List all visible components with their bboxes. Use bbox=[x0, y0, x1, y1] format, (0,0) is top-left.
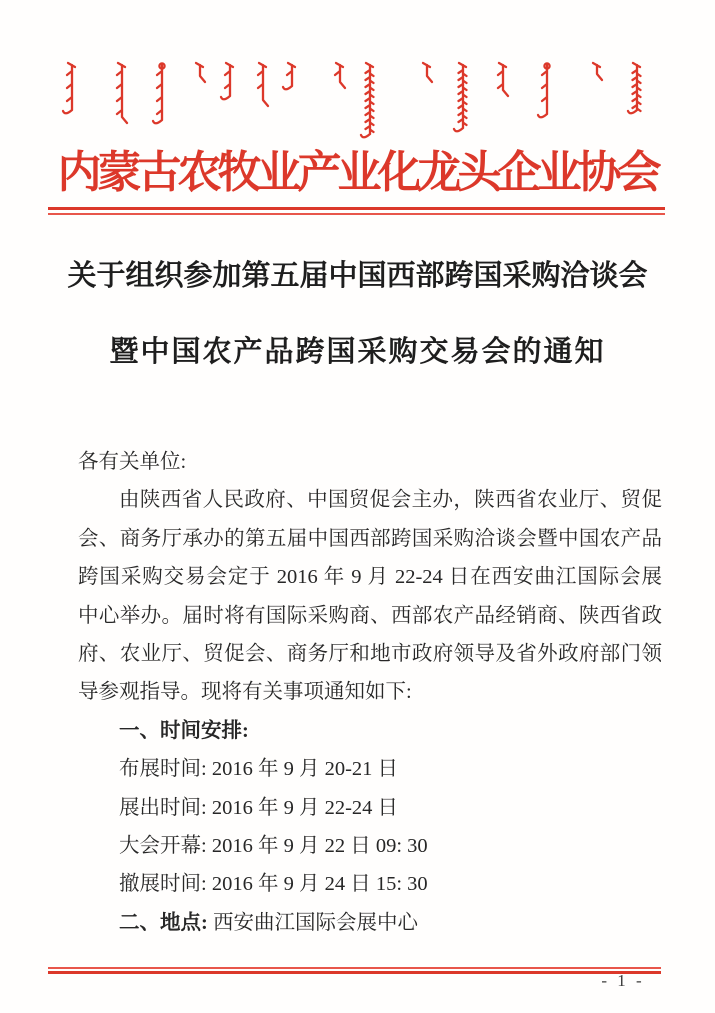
paragraph-line: 府、农业厅、贸促会、商务厅和地市政府领导及省外政府部门领 bbox=[78, 643, 662, 666]
section-2-heading: 二、地点: bbox=[119, 911, 208, 934]
schedule-line: 布展时间: 2016 年 9 月 20-21 日 bbox=[119, 758, 399, 781]
section-1-heading: 一、时间安排: bbox=[119, 719, 249, 742]
paragraph-line: 会、商务厅承办的第五届中国西部跨国采购洽谈会暨中国农产品 bbox=[78, 527, 662, 550]
document-title-line2: 暨中国农产品跨国采购交易会的通知 bbox=[109, 336, 606, 368]
paragraph-line: 中心举办。届时将有国际采购商、西部农产品经销商、陕西省政 bbox=[78, 604, 662, 627]
document-title-line1: 关于组织参加第五届中国西部跨国采购洽谈会 bbox=[67, 260, 648, 292]
letterhead-divider-rule bbox=[48, 207, 665, 215]
schedule-line: 展出时间: 2016 年 9 月 22-24 日 bbox=[119, 796, 399, 819]
schedule-line: 撤展时间: 2016 年 9 月 24 日 15: 30 bbox=[119, 873, 428, 896]
section-2-line bbox=[78, 904, 662, 942]
intro-paragraph bbox=[78, 481, 662, 711]
document-title bbox=[0, 260, 715, 368]
schedule-list bbox=[78, 750, 662, 904]
paragraph-line: 跨国采购交易会定于 2016 年 9 月 22-24 日在西安曲江国际会展 bbox=[78, 566, 662, 589]
page-number: - 1 - bbox=[601, 971, 645, 990]
org-name-title: 内蒙古农牧业产业化龙头企业协会 bbox=[57, 148, 658, 197]
footer-divider-rule bbox=[48, 967, 661, 974]
paragraph-line: 导参观指导。现将有关事项通知如下: bbox=[78, 681, 412, 704]
document-body bbox=[78, 443, 662, 942]
schedule-line: 大会开幕: 2016 年 9 月 22 日 09: 30 bbox=[119, 835, 428, 858]
paragraph-line: 由陕西省人民政府、中国贸促会主办，陕西省农业厅、贸促 bbox=[119, 489, 662, 512]
salutation: 各有关单位: bbox=[78, 451, 187, 473]
section-2-value: 西安曲江国际会展中心 bbox=[212, 911, 418, 934]
section-1-line bbox=[78, 712, 662, 750]
